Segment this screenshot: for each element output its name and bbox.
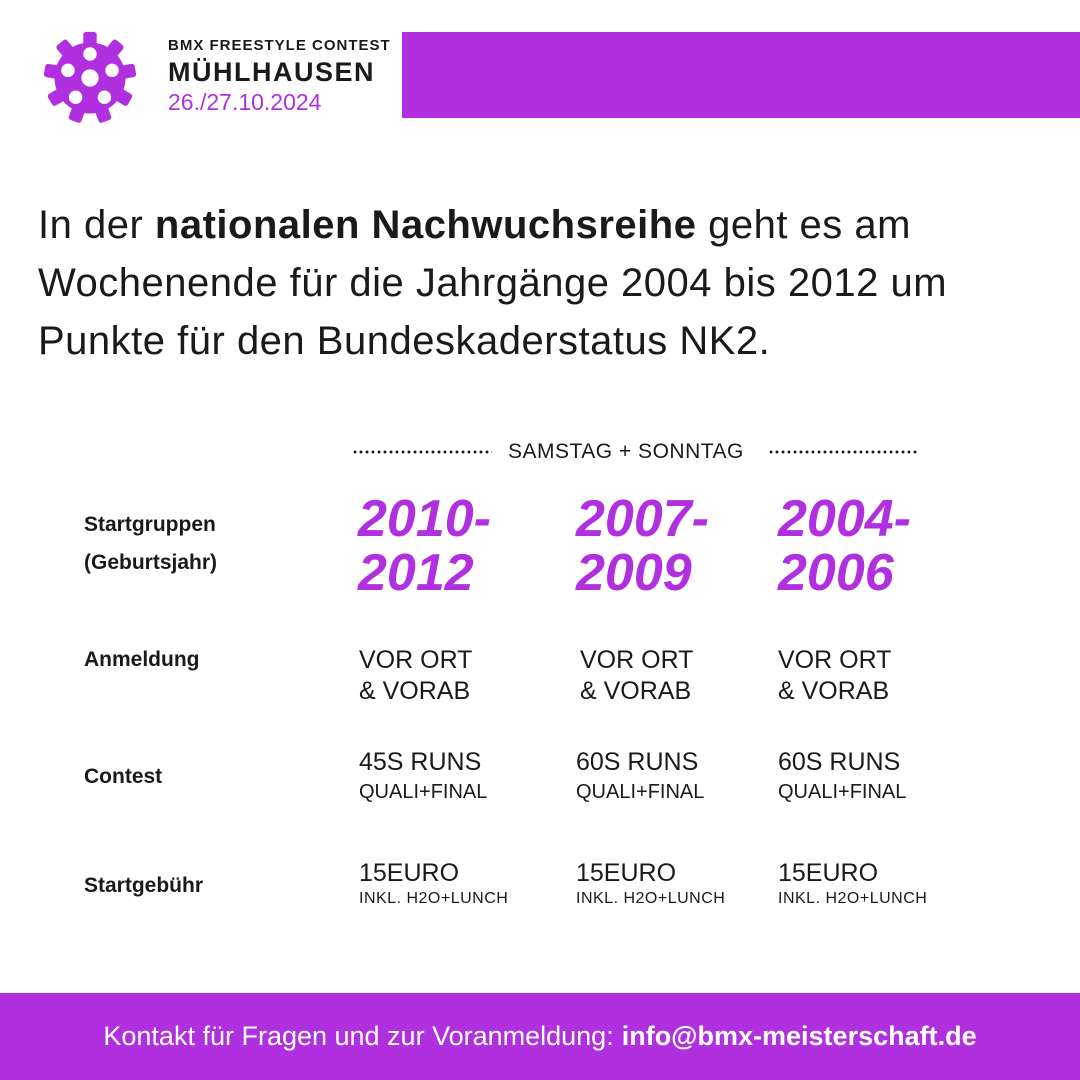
- start-group-1: [358, 492, 491, 600]
- fee-note: INKL. H2O+LUNCH: [359, 890, 509, 907]
- header-accent-bar: [402, 32, 1080, 118]
- start-group-line: 2007-: [576, 490, 709, 548]
- contest-format: QUALI+FINAL: [778, 781, 907, 803]
- contest-cell-2: [576, 747, 704, 806]
- start-group-line: 2012: [358, 544, 474, 602]
- fee-amount: 15EURO: [359, 859, 460, 887]
- dotted-divider: [352, 450, 492, 454]
- start-group-line: 2010-: [358, 490, 491, 548]
- fee-note: INKL. H2O+LUNCH: [778, 890, 928, 907]
- event-date: 26./27.10.2024: [168, 89, 322, 115]
- event-city: MÜHLHAUSEN: [168, 57, 375, 87]
- registration-line: & VORAB: [778, 677, 890, 705]
- row-label-registration: Anmeldung: [84, 648, 200, 671]
- start-group-line: 2006: [778, 544, 894, 602]
- contact-email-link[interactable]: info@bmx-meisterschaft.de: [621, 1021, 977, 1051]
- registration-cell-2: [580, 645, 693, 707]
- contact-label: Kontakt für Fragen und zur Voranmeldung:: [103, 1021, 614, 1051]
- intro-text-after: geht es am Wochenende für die Jahrgänge 2004 bis 2012 um Punkte für den Bundeskaderstatus NK2.: [38, 203, 948, 363]
- runs-duration: 45S RUNS: [359, 748, 482, 776]
- row-label-fee: Startgebühr: [84, 874, 204, 897]
- registration-line: VOR ORT: [580, 646, 694, 674]
- contest-format: QUALI+FINAL: [576, 781, 705, 803]
- contest-format: QUALI+FINAL: [359, 781, 488, 803]
- start-group-line: 2009: [576, 544, 692, 602]
- registration-line: VOR ORT: [359, 646, 473, 674]
- event-type: BMX FREESTYLE CONTEST: [168, 37, 391, 54]
- fee-amount: 15EURO: [778, 859, 879, 887]
- registration-cell-1: [359, 645, 472, 707]
- fee-note: INKL. H2O+LUNCH: [576, 890, 726, 907]
- start-group-2: [576, 492, 709, 600]
- row-label-contest: Contest: [84, 765, 163, 788]
- row-label-line: Startgruppen: [84, 513, 216, 536]
- contact-footer: [0, 993, 1080, 1080]
- days-header: [352, 438, 918, 472]
- row-label-start-groups: [84, 506, 217, 582]
- fee-cell-2: [576, 858, 725, 909]
- fee-amount: 15EURO: [576, 859, 677, 887]
- start-group-3: [778, 492, 911, 600]
- dotted-divider: [768, 450, 918, 454]
- event-brand: [168, 36, 391, 116]
- fee-cell-1: [359, 858, 508, 909]
- gear-sprocket-icon: [42, 30, 138, 126]
- days-label: SAMSTAG + SONNTAG: [508, 440, 744, 463]
- intro-text: [38, 196, 1048, 370]
- contest-cell-1: [359, 747, 487, 806]
- runs-duration: 60S RUNS: [576, 748, 699, 776]
- intro-text-before: In der: [38, 203, 144, 247]
- registration-line: VOR ORT: [778, 646, 892, 674]
- start-group-line: 2004-: [778, 490, 911, 548]
- registration-line: & VORAB: [580, 677, 692, 705]
- fee-cell-3: [778, 858, 927, 909]
- row-label-line: (Geburtsjahr): [84, 551, 218, 574]
- registration-line: & VORAB: [359, 677, 471, 705]
- intro-text-bold: nationalen Nachwuchsreihe: [154, 203, 697, 247]
- registration-cell-3: [778, 645, 891, 707]
- runs-duration: 60S RUNS: [778, 748, 901, 776]
- contest-cell-3: [778, 747, 906, 806]
